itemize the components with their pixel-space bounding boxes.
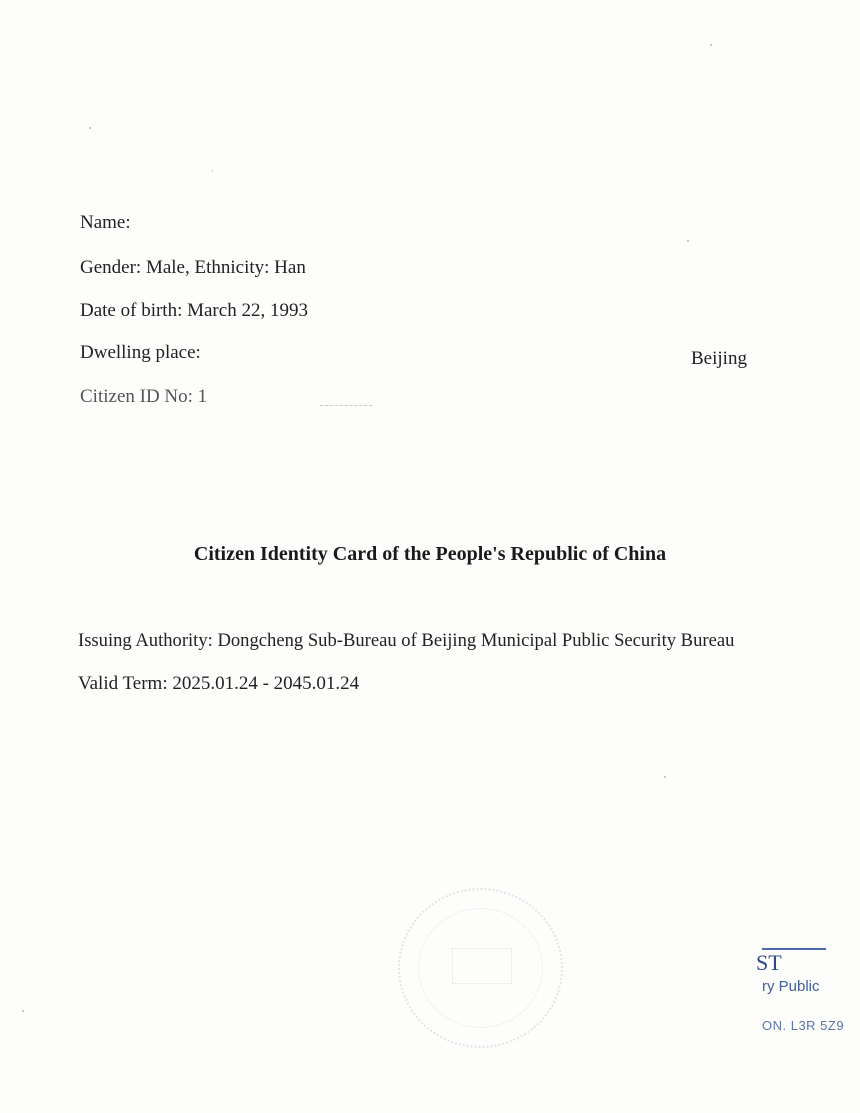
document-title: Citizen Identity Card of the People's Republic of China (193, 543, 667, 565)
scan-speck (22, 1010, 24, 1012)
scan-speck (687, 240, 689, 242)
gender-ethnicity-line: Gender: Male, Ethnicity: Han (80, 257, 306, 278)
seal-emblem (452, 948, 512, 984)
scan-speck (710, 44, 712, 46)
scan-speck (664, 776, 666, 778)
stamp-line-1: ST (756, 950, 782, 975)
dwelling-place-label: Dwelling place: (80, 342, 201, 363)
notary-stamp (756, 946, 860, 1046)
citizen-id-label: Citizen ID No: 1 (80, 386, 208, 407)
scan-speck (212, 170, 213, 172)
scan-speck (89, 127, 91, 129)
stamp-line-2: ry Public (762, 978, 820, 995)
embossed-seal (398, 888, 563, 1048)
date-of-birth-line: Date of birth: March 22, 1993 (80, 300, 308, 321)
stamp-line-3: ON. L3R 5Z9 (762, 1018, 845, 1033)
issuing-authority-line: Issuing Authority: Dongcheng Sub-Bureau of Beijing Municipal Public Security Bureau (78, 630, 735, 651)
redaction-trace (320, 405, 372, 407)
dwelling-place-fragment: Beijing (691, 348, 747, 369)
name-label: Name: (80, 212, 131, 233)
valid-term-line: Valid Term: 2025.01.24 - 2045.01.24 (78, 673, 360, 694)
